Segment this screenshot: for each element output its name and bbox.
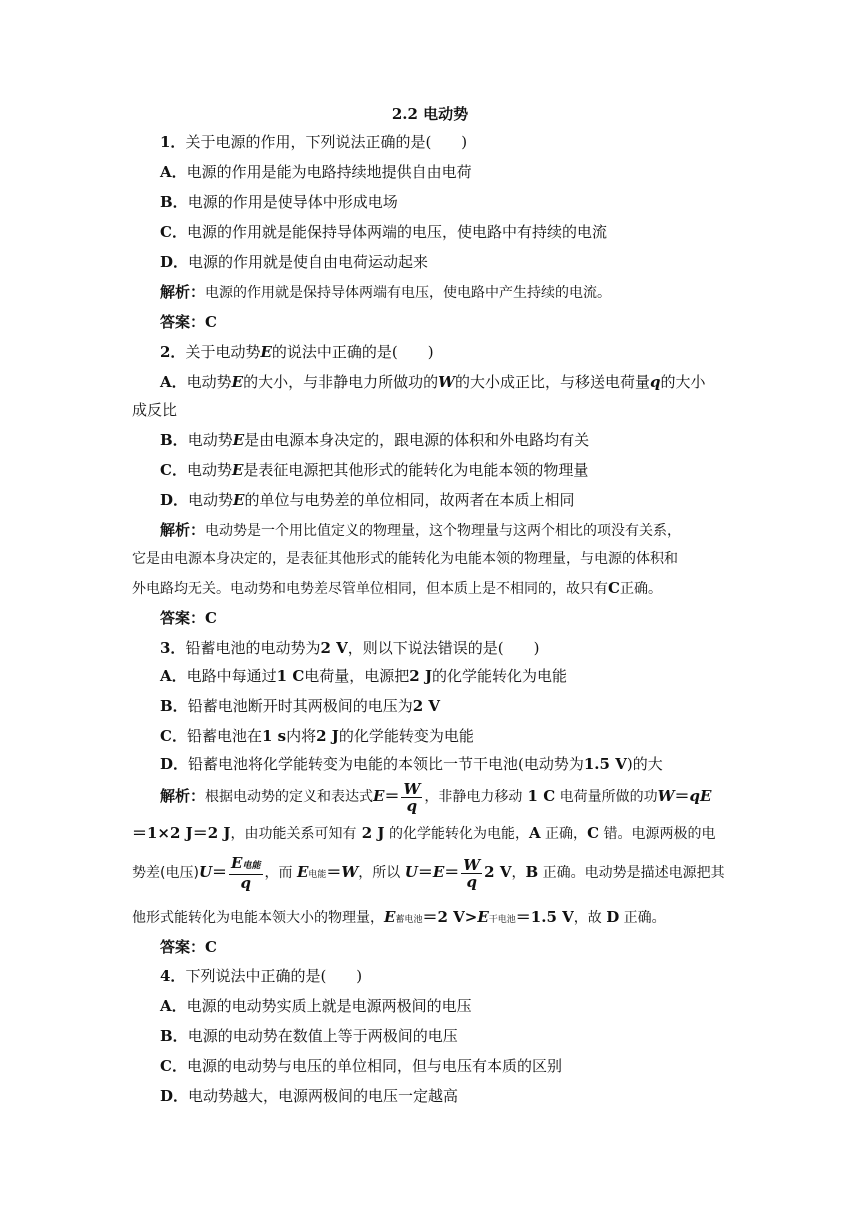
question-4-option-a: A．电源的电动势实质上就是电源两极间的电压 — [160, 997, 472, 1015]
question-2-option-b: B．电动势E是由电源本身决定的，跟电源的体积和外电路均有关 — [160, 431, 590, 449]
question-3-explanation-2: ＝1×2 J＝2 J，由功能关系可知有 2 J 的化学能转化为电能，A 正确，C 错。电源两极的电 — [132, 824, 716, 842]
question-1-explanation: 解析：电源的作用就是保持导体两端有电压，使电路中产生持续的电流。 — [160, 283, 612, 301]
question-2-option-d: D．电动势E的单位与电势差的单位相同，故两者在本质上相同 — [160, 491, 575, 509]
fraction-e-over-q: $\frac{\text{E电能}}{q}$ — [231, 854, 261, 892]
section-title: 2.2 电动势 — [391, 105, 469, 123]
question-2-explanation-2: 它是由电源本身决定的，是表征其他形式的能转化为电能本领的物理量，与电源的体积和 — [132, 551, 678, 567]
question-3-option-b: B．铅蓄电池断开时其两极间的电压为2 V — [160, 697, 441, 715]
question-2-answer: 答案：C — [160, 609, 217, 627]
question-3-option-d: D．铅蓄电池将化学能转变为电能的本领比一节干电池(电动势为1.5 V)的大 — [160, 755, 663, 773]
question-2-option-c: C．电动势E是表征电源把其他形式的能转化为电能本领的物理量 — [160, 461, 589, 479]
question-4-stem: 4．下列说法中正确的是( ) — [160, 967, 363, 985]
question-1-stem: 1．关于电源的作用，下列说法正确的是( ) — [160, 133, 468, 151]
question-4-option-b: B．电源的电动势在数值上等于两极间的电压 — [160, 1027, 458, 1045]
question-1-option-d: D．电源的作用就是使自由电荷运动起来 — [160, 253, 429, 271]
question-1-option-c: C．电源的作用就是能保持导体两端的电压，使电路中有持续的电流 — [160, 223, 607, 241]
question-3-option-c: C．铅蓄电池在1 s内将2 J的化学能转变为电能 — [160, 727, 474, 745]
question-2-stem: 2．关于电动势E的说法中正确的是( ) — [160, 343, 434, 361]
question-2-explanation-1: 解析：电动势是一个用比值定义的物理量，这个物理量与这两个相比的项没有关系， — [160, 521, 682, 539]
question-3-option-a: A．电路中每通过1 C电荷量，电源把2 J的化学能转化为电能 — [160, 667, 568, 685]
question-3-stem: 3．铅蓄电池的电动势为2 V，则以下说法错误的是( ) — [160, 639, 540, 657]
question-2-explanation-3: 外电路均无关。电动势和电势差尽管单位相同，但本质上是不相同的，故只有C正确。 — [132, 579, 662, 597]
question-4-option-d: D．电动势越大，电源两极间的电压一定越高 — [160, 1087, 459, 1105]
question-3-explanation-1: 解析：根据电动势的定义和表达式E＝ $\frac{W}{q}$ ，非静电力移动 1 C 电荷量所做的功W＝qE — [160, 779, 712, 815]
question-1-answer: 答案：C — [160, 313, 217, 331]
question-1-option-b: B．电源的作用是使导体中形成电场 — [160, 193, 398, 211]
question-2-option-a: A．电动势E的大小，与非静电力所做功的W的大小成正比，与移送电荷量q的大小 — [160, 373, 706, 391]
fraction-w-over-q: $\frac{W}{q}$ — [403, 779, 421, 815]
question-3-explanation-4: 他形式能转化为电能本领大小的物理量，E蓄电池＝2 V>E干电池＝1.5 V，故 D 正确。 — [132, 908, 666, 926]
fraction-w-over-q-2: $\frac{W}{q}$ — [463, 855, 481, 891]
question-1-option-a: A．电源的作用是能为电路持续地提供自由电荷 — [160, 163, 472, 181]
question-2-option-a-continued: 成反比 — [132, 401, 178, 419]
question-4-option-c: C．电源的电动势与电压的单位相同，但与电压有本质的区别 — [160, 1057, 562, 1075]
question-3-explanation-3: 势差(电压)U＝ $\frac{\text{E电能}}{q}$ ，而 E电能＝W，所以 U＝E＝ $\frac{W}{q}$ 2 V，B 正确。电动势是描述电源把其 — [132, 854, 725, 892]
question-3-answer: 答案：C — [160, 938, 217, 956]
